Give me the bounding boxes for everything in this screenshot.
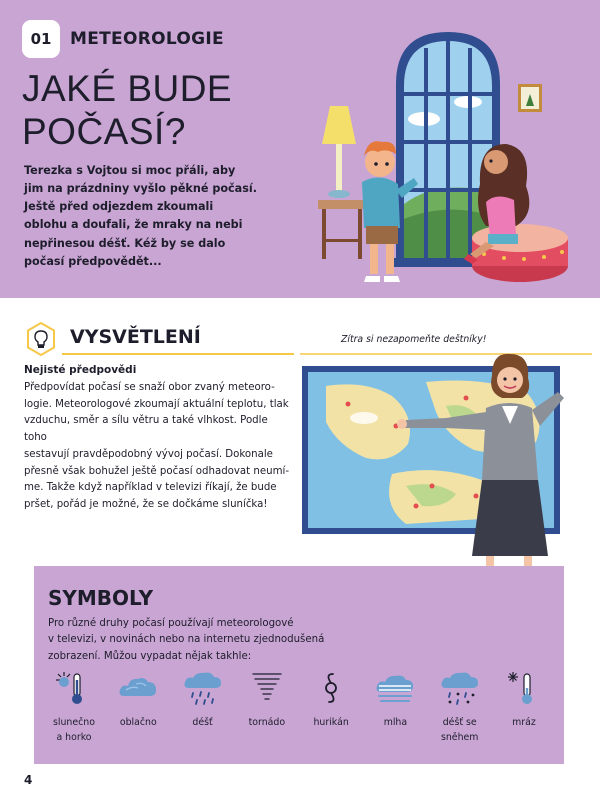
symbol-label-line: oblačno xyxy=(119,717,157,728)
sun-thermometer-icon xyxy=(54,670,94,706)
explanation-title: VYSVĚTLENÍ xyxy=(70,326,201,348)
body-line: pršet, pořád je možné, že se dočkáme sluníčka! xyxy=(24,499,268,511)
symbol-item xyxy=(42,670,106,745)
symbol-label-line: slunečno xyxy=(53,717,95,728)
intro-line: Terezka s Vojtou si moc přáli, aby xyxy=(24,164,236,177)
symbol-label-line: mlha xyxy=(383,717,408,728)
symbols-list xyxy=(42,670,556,745)
symbol-label-line: mráz xyxy=(512,717,536,728)
title-divider xyxy=(62,353,294,355)
symbols-text-line: zobrazení. Můžou vypadat nějak takhle: xyxy=(48,650,252,662)
cloud-icon xyxy=(118,670,158,706)
intro-line: jim na prázdniny vyšlo pěkné počasí. xyxy=(24,182,257,196)
symbol-label-line: sněhem xyxy=(440,731,479,743)
body-line: Předpovídat počasí se snaží obor zvaný meteoro- xyxy=(24,382,275,393)
symbols-text-line: Pro různé druhy počasí používají meteorologové xyxy=(48,618,294,629)
symbol-label-line: a horko xyxy=(56,731,92,743)
body-line: vzduchu, směr a sílu větru a také vlhkost. Podle toho xyxy=(24,415,268,444)
body-line: přesně však bohužel ještě počasí odhadovat neumí- xyxy=(24,465,290,477)
symbol-label xyxy=(192,716,212,731)
symbol-label xyxy=(441,716,478,745)
frost-thermometer-icon xyxy=(504,670,544,706)
explanation-subtitle: Nejisté předpovědi xyxy=(24,364,137,376)
symbol-label xyxy=(512,716,536,731)
body-line: sestavují pravděpodobný vývoj počasí. Dokonale xyxy=(24,448,273,460)
sleet-icon xyxy=(440,670,480,706)
symbol-label xyxy=(53,716,95,745)
symbols-panel xyxy=(34,566,564,764)
chapter-number: 01 xyxy=(22,20,60,58)
hero-section xyxy=(0,0,600,298)
lightbulb-icon xyxy=(24,322,58,356)
symbol-label-line: déšť se xyxy=(442,717,477,728)
symbol-label xyxy=(313,716,348,731)
intro-line: oblohu a doufali, že mraky na nebi xyxy=(24,218,243,232)
hurricane-icon xyxy=(311,670,351,706)
speech-bubble-text: Zítra si nezapomeňte deštníky! xyxy=(341,334,487,345)
symbol-label xyxy=(249,716,285,731)
symbol-item xyxy=(428,670,492,745)
chapter-heading xyxy=(22,20,224,58)
intro-line: nepřinesou déšť. Kéž by se dalo xyxy=(24,236,226,250)
symbol-item xyxy=(492,670,556,745)
fog-icon xyxy=(375,670,415,706)
symbols-text-line: v televizi, v novinách nebo na internetu zjednodušená xyxy=(48,634,325,646)
symbol-item xyxy=(299,670,363,745)
symbol-label xyxy=(384,716,407,731)
explanation-body xyxy=(24,380,290,514)
page-title xyxy=(22,68,312,153)
symbols-title: SYMBOLY xyxy=(48,586,154,610)
page-title-line-1: JAKÉ BUDE xyxy=(22,68,233,109)
symbol-label-line: déšť xyxy=(192,717,213,728)
symbol-item xyxy=(106,670,170,745)
intro-paragraph xyxy=(24,162,324,271)
children-window-illustration xyxy=(318,14,590,298)
body-line: me. Takže když například v televizi říkají, že bude xyxy=(24,482,277,494)
intro-line: Ještě před odjezdem zkoumali xyxy=(24,200,214,214)
page-title-line-2: POČASÍ? xyxy=(22,110,186,152)
symbols-description xyxy=(48,616,338,665)
body-line: logie. Meteorologové zkoumají aktuální teplotu, tlak xyxy=(24,398,289,410)
rain-icon xyxy=(183,670,223,706)
tornado-icon xyxy=(247,670,287,706)
symbol-label xyxy=(120,716,157,731)
page-number: 4 xyxy=(24,773,33,787)
intro-line: počasí předpovědět... xyxy=(24,254,162,268)
symbol-label-line: tornádo xyxy=(248,717,286,728)
symbol-item xyxy=(235,670,299,745)
chapter-title: METEOROLOGIE xyxy=(70,29,224,49)
symbol-item xyxy=(171,670,235,745)
symbol-label-line: hurikán xyxy=(313,717,349,728)
symbol-item xyxy=(363,670,427,745)
